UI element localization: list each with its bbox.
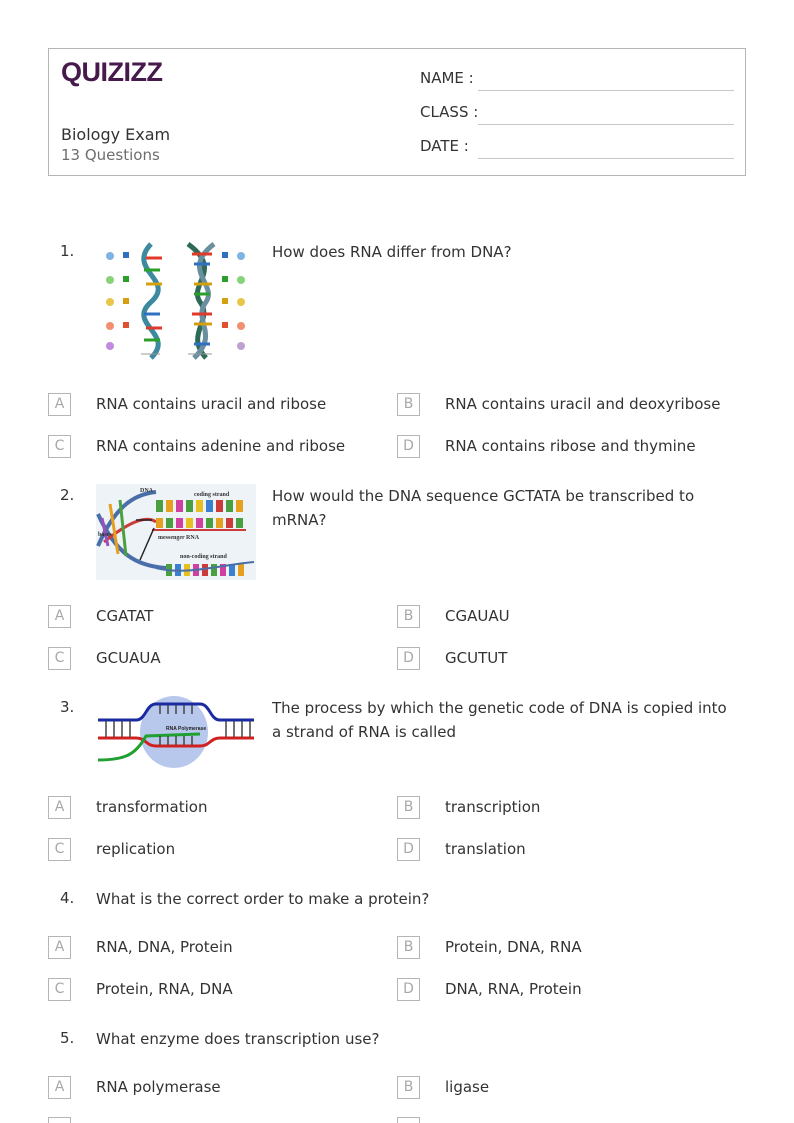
option-c-text[interactable]: replication — [96, 840, 176, 858]
transcription-strands-icon — [96, 484, 256, 580]
worksheet-header — [48, 48, 746, 176]
option-d-box-partial[interactable] — [397, 1117, 420, 1123]
option-a-text[interactable]: transformation — [96, 798, 208, 816]
option-d-text[interactable]: GCUTUT — [445, 649, 508, 667]
option-d-text[interactable]: RNA contains ribose and thymine — [445, 437, 696, 455]
question-number: 2. — [60, 486, 75, 504]
option-b-text[interactable]: Protein, DNA, RNA — [445, 938, 582, 956]
option-b-box[interactable]: B — [397, 393, 420, 416]
noncoding-strand-label: non-coding strand — [180, 554, 227, 560]
option-a-box[interactable]: A — [48, 1076, 71, 1099]
question-text: What enzyme does transcription use? — [96, 1030, 380, 1048]
question-number: 1. — [60, 242, 75, 260]
option-b-box[interactable]: B — [397, 605, 420, 628]
option-b-box[interactable]: B — [397, 796, 420, 819]
name-label: NAME : — [420, 69, 474, 87]
question-text: How would the DNA sequence GCTATA be transcribed to mRNA? — [272, 487, 695, 529]
option-d-box[interactable]: D — [397, 647, 420, 670]
coding-strand-label: coding strand — [194, 492, 230, 498]
option-c-box[interactable]: C — [48, 435, 71, 458]
option-c-box[interactable]: C — [48, 978, 71, 1001]
rna-polymerase-icon — [96, 694, 256, 770]
bases-label: bases — [98, 532, 112, 538]
transcription-image — [96, 484, 256, 584]
question-number: 4. — [60, 889, 75, 907]
class-field[interactable] — [420, 101, 734, 125]
option-c-box[interactable]: C — [48, 838, 71, 861]
rna-dna-structure-image — [96, 240, 256, 366]
option-c-text[interactable]: GCUAUA — [96, 649, 161, 667]
option-b-text[interactable]: transcription — [445, 798, 541, 816]
question-text: What is the correct order to make a protein? — [96, 890, 430, 908]
option-d-box[interactable]: D — [397, 978, 420, 1001]
option-c-text[interactable]: RNA contains adenine and ribose — [96, 437, 346, 455]
coding-strand-bases — [156, 500, 243, 512]
question-text: How does RNA differ from DNA? — [272, 243, 512, 261]
option-a-text[interactable]: RNA, DNA, Protein — [96, 938, 233, 956]
date-label: DATE : — [420, 137, 469, 155]
question-number: 5. — [60, 1029, 75, 1047]
option-b-text[interactable]: CGAUAU — [445, 607, 510, 625]
exam-title: Biology Exam — [61, 125, 171, 144]
option-c-text[interactable]: Protein, RNA, DNA — [96, 980, 233, 998]
option-c-box[interactable]: C — [48, 647, 71, 670]
quizizz-logo: QUIZIZZ — [61, 57, 163, 87]
option-d-text[interactable]: DNA, RNA, Protein — [445, 980, 582, 998]
date-field[interactable] — [420, 135, 734, 159]
option-b-text[interactable]: ligase — [445, 1078, 490, 1096]
option-a-box[interactable]: A — [48, 936, 71, 959]
option-c-box-partial[interactable] — [48, 1117, 71, 1123]
mrna-bases — [156, 518, 243, 528]
mrna-label: messenger RNA — [158, 535, 200, 541]
name-line[interactable] — [478, 90, 734, 91]
class-label: CLASS : — [420, 103, 479, 121]
option-d-text[interactable]: translation — [445, 840, 526, 858]
name-field[interactable] — [420, 67, 734, 91]
option-a-box[interactable]: A — [48, 393, 71, 416]
option-b-box[interactable]: B — [397, 1076, 420, 1099]
question-number: 3. — [60, 698, 75, 716]
rna-polymerase-image — [96, 694, 256, 774]
option-a-box[interactable]: A — [48, 605, 71, 628]
question-text: The process by which the genetic code of DNA is copied into a strand of RNA is called — [272, 699, 727, 741]
date-line[interactable] — [478, 158, 734, 159]
option-b-text[interactable]: RNA contains uracil and deoxyribose — [445, 395, 721, 413]
option-d-box[interactable]: D — [397, 435, 420, 458]
option-a-text[interactable]: RNA polymerase — [96, 1078, 221, 1096]
dna-helix-icon — [96, 240, 256, 362]
option-a-text[interactable]: CGATAT — [96, 607, 154, 625]
class-line[interactable] — [478, 124, 734, 125]
option-d-box[interactable]: D — [397, 838, 420, 861]
option-b-box[interactable]: B — [397, 936, 420, 959]
polymerase-label: RNA Polymerase — [166, 726, 207, 732]
question-count: 13 Questions — [61, 146, 160, 164]
option-a-text[interactable]: RNA contains uracil and ribose — [96, 395, 327, 413]
dna-label: DNA — [140, 488, 153, 494]
option-a-box[interactable]: A — [48, 796, 71, 819]
